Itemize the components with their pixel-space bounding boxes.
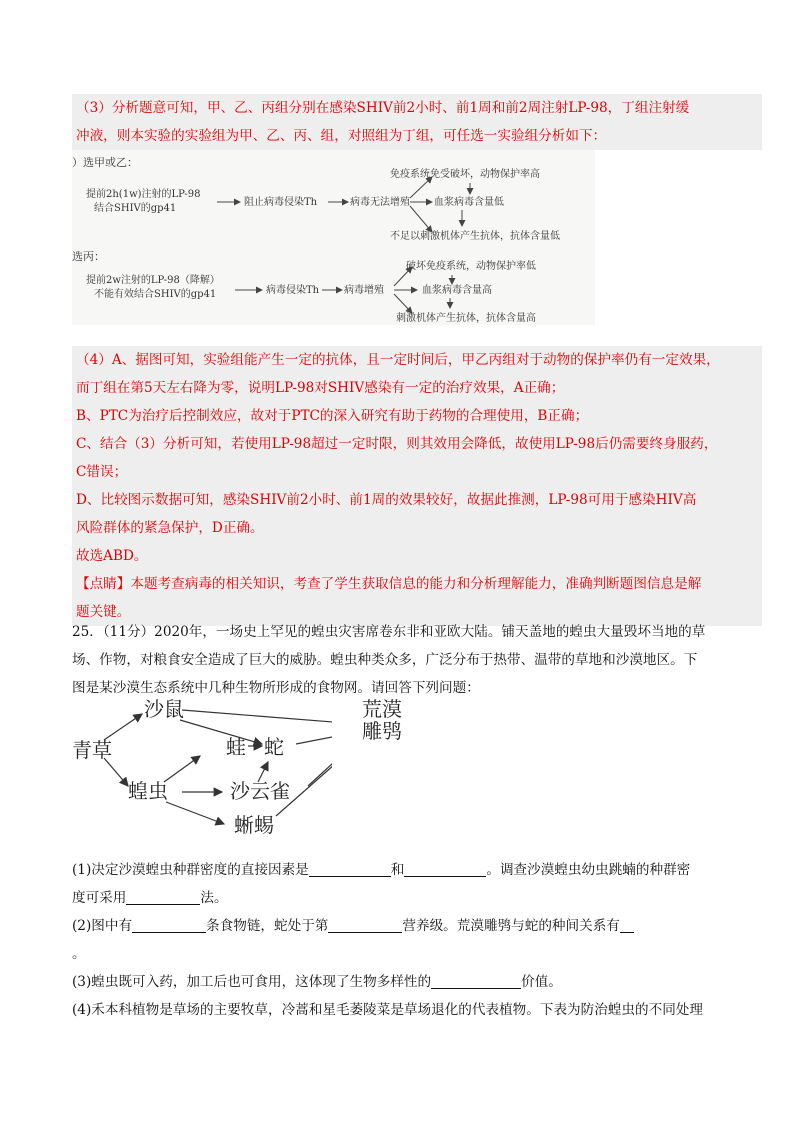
diagram-text: 阻止病毒侵染Th xyxy=(244,197,318,208)
answer-blank[interactable] xyxy=(620,916,634,933)
subquestion-1 xyxy=(72,856,762,884)
food-web-arrows xyxy=(72,694,332,842)
subquestion-1-cont xyxy=(72,884,762,912)
answer-text: 风险群体的紧急保护，D正确。 xyxy=(76,520,264,536)
answer-text: （3）分析题意可知，甲、乙、丙组分别在感染SHIV前2小时、前1周和前2周注射LP-98，丁组注射缓 xyxy=(76,100,690,116)
answer-blank[interactable] xyxy=(404,860,486,877)
food-web-diagram xyxy=(72,694,332,842)
question-text: 25．（11分）2020年，一场史上罕见的蝗虫灾害席卷东非和亚欧大陆。铺天盖地的蝗虫大量毁坏当地的草 xyxy=(72,624,706,640)
question-text: (1)决定沙漠蝗虫种群密度的直接因素是 xyxy=(72,862,309,878)
diagram-text: 不能有效结合SHIV的gp41 xyxy=(94,289,217,300)
diagram-text: 病毒侵染Th xyxy=(266,285,320,296)
question-25-subquestions xyxy=(72,856,762,1024)
subquestion-2-cont: 。 xyxy=(72,946,86,962)
diagram-text: 提前2h(1w)注射的LP-98 xyxy=(86,189,201,200)
food-web-node-locust: 蝗虫 xyxy=(128,779,168,803)
diagram-text: 免疫系统免受破坏，动物保护率高 xyxy=(390,169,540,180)
comment-tag: 【点睛】 xyxy=(76,576,131,592)
answer-text: B、PTC为治疗后控制效应，故对于PTC的深入研究有助于药物的合理使用，B正确； xyxy=(76,408,589,424)
question-text: (3)蝗虫既可入药，加工后也可食用，这体现了生物多样性的 xyxy=(72,974,432,990)
question-text: 图是某沙漠生态系统中几种生物所形成的食物网。请回答下列问题： xyxy=(72,680,480,696)
subquestion-4: (4)禾本科植物是草场的主要牧草，冷蒿和星毛萎陵菜是草场退化的代表植物。下表为防治蝗虫的不同处理 xyxy=(72,1002,703,1018)
analysis-flow-diagram xyxy=(72,150,595,325)
diagram-text: 破坏免疫系统，动物保护率低 xyxy=(406,261,536,272)
question-text: 度可采用 xyxy=(72,890,127,906)
diagram-text: 不足以刺激机体产生抗体，抗体含量低 xyxy=(390,231,560,242)
answer-blank[interactable] xyxy=(309,860,391,877)
question-text: (2)图中有 xyxy=(72,918,133,934)
answer-part4 xyxy=(72,346,762,626)
diagram-text: 血浆病毒含量高 xyxy=(422,285,492,296)
question-text: 。调查沙漠蝗虫幼虫跳蝻的种群密 xyxy=(486,862,691,878)
diagram-text: 血浆病毒含量低 xyxy=(434,197,504,208)
food-web-node-owl xyxy=(362,698,402,742)
question-text: 法。 xyxy=(200,890,228,906)
question-text: 价值。 xyxy=(521,974,562,990)
food-web-node-gerbil: 沙鼠 xyxy=(144,697,184,721)
answer-blank[interactable] xyxy=(132,916,206,933)
answer-text: 题关键。 xyxy=(76,604,131,620)
diagram-text: 选丙： xyxy=(72,250,105,263)
owl-label-line1: 荒漠 xyxy=(362,697,402,721)
diagram-text: 提前2w注射的LP-98（降解） xyxy=(86,275,220,286)
diagram-text: 结合SHIV的gp41 xyxy=(94,203,177,214)
diagram-text: ）选甲或乙： xyxy=(72,156,138,169)
food-web-node-snake: 蛇 xyxy=(264,735,284,759)
answer-conclusion: 故选ABD。 xyxy=(76,548,148,564)
food-web-node-frog: 蛙 xyxy=(226,735,246,759)
answer-text: 冲液，则本实验的实验组为甲、乙、丙、组，对照组为丁组，可任选一实验组分析如下： xyxy=(76,128,607,144)
diagram-text: 病毒增殖 xyxy=(344,285,384,296)
food-web-node-lark: 沙云雀 xyxy=(230,779,290,803)
subquestion-2 xyxy=(72,912,762,940)
diagram-text: 刺激机体产生抗体，抗体含量高 xyxy=(396,313,536,324)
food-web-node-lizard: 蜥蜴 xyxy=(234,813,274,837)
answer-text: （4）A、据图可知，实验组能产生一定的抗体，且一定时间后，甲乙丙组对于动物的保护率仍有一定效果， xyxy=(76,352,720,368)
answer-text: D、比较图示数据可知，感染SHIV前2小时、前1周的效果较好，故据此推测，LP-98可用于感染HIV高 xyxy=(76,492,697,508)
question-text: 和 xyxy=(390,862,405,878)
answer-text: C、结合（3）分析可知，若使用LP-98超过一定时限，则其效用会降低，故使用LP-98后仍需要终身服药， xyxy=(76,436,718,452)
subquestion-3 xyxy=(72,968,762,996)
answer-part3 xyxy=(72,94,762,150)
answer-blank[interactable] xyxy=(126,888,200,905)
answer-blank[interactable] xyxy=(431,972,521,989)
owl-label-line2: 雕鸮 xyxy=(362,719,402,743)
question-text: 营养级。荒漠雕鸮与蛇的种间关系有 xyxy=(402,918,620,934)
answer-comment xyxy=(72,570,762,598)
food-web-node-grass: 青草 xyxy=(72,738,112,762)
comment-text: 本题考查病毒的相关知识，考查了学生获取信息的能力和分析理解能力，准确判断题图信息是解 xyxy=(130,576,702,592)
answer-text: C错误； xyxy=(76,464,128,480)
diagram-text: 病毒无法增殖 xyxy=(350,197,410,208)
answer-blank[interactable] xyxy=(328,916,402,933)
answer-text: 而丁组在第5天左右降为零，说明LP-98对SHIV感染有一定的治疗效果，A正确； xyxy=(76,380,565,396)
question-text: 条食物链，蛇处于第 xyxy=(206,918,329,934)
question-25-intro xyxy=(72,618,762,702)
question-text: 场、作物，对粮食安全造成了巨大的威胁。蝗虫种类众多，广泛分布于热带、温带的草地和沙漠地区。下 xyxy=(72,652,698,668)
